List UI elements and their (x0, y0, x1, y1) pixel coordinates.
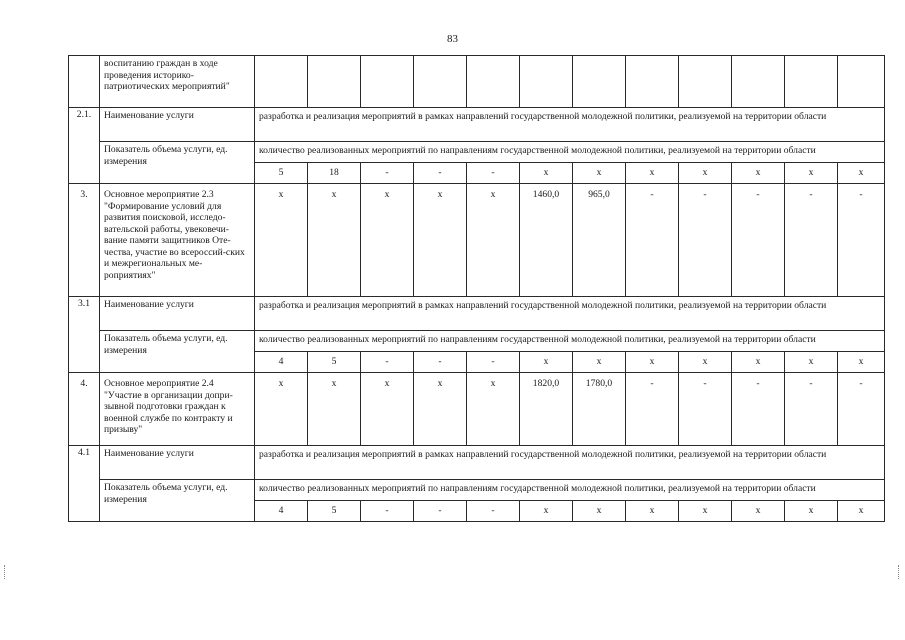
value-cell: x (838, 501, 885, 522)
value-cell: - (838, 373, 885, 446)
value-cell (520, 56, 573, 108)
table-row (69, 56, 885, 108)
value-cell: x (785, 352, 838, 373)
value-cell: x (838, 163, 885, 184)
row-number-cell: 4. (69, 373, 100, 446)
value-cell: x (520, 163, 573, 184)
indicator-description-cell: количество реализованных мероприятий по направлениям государственной молодежной политики, реализуемой на территории области (255, 142, 885, 163)
value-cell: - (361, 352, 414, 373)
value-cell (626, 56, 679, 108)
value-cell: 4 (255, 501, 308, 522)
table-row (69, 142, 885, 163)
value-cell: - (679, 184, 732, 297)
value-cell: x (626, 352, 679, 373)
value-cell (732, 56, 785, 108)
indicator-label-cell: Показатель объема услуги, ед. измерения (100, 480, 255, 522)
value-cell: - (361, 163, 414, 184)
value-cell: - (838, 184, 885, 297)
value-cell (679, 56, 732, 108)
value-cell: x (308, 184, 361, 297)
value-cell: - (467, 163, 520, 184)
activity-name-cell: воспитанию граждан в ходе проведения историко-патриотических мероприятий" (100, 56, 255, 108)
value-cell: - (626, 373, 679, 446)
value-cell: - (626, 184, 679, 297)
value-cell: x (626, 163, 679, 184)
indicator-label-cell: Показатель объема услуги, ед. измерения (100, 331, 255, 373)
value-cell (361, 56, 414, 108)
service-label-cell: Наименование услуги (100, 108, 255, 142)
value-cell: 4 (255, 352, 308, 373)
value-cell: x (573, 163, 626, 184)
value-cell (308, 56, 361, 108)
value-cell: x (414, 373, 467, 446)
value-cell (467, 56, 520, 108)
value-cell: x (255, 184, 308, 297)
value-cell: x (732, 352, 785, 373)
value-cell: x (308, 373, 361, 446)
value-cell: x (785, 163, 838, 184)
service-label-cell: Наименование услуги (100, 446, 255, 480)
value-cell: x (732, 501, 785, 522)
row-number-cell: 3. (69, 184, 100, 297)
value-cell: 5 (308, 501, 361, 522)
value-cell (838, 56, 885, 108)
table-row (69, 480, 885, 501)
value-cell: x (573, 501, 626, 522)
value-cell: x (732, 163, 785, 184)
value-cell (414, 56, 467, 108)
value-cell: - (361, 501, 414, 522)
value-cell: x (573, 352, 626, 373)
value-cell: - (414, 501, 467, 522)
value-cell: - (785, 184, 838, 297)
value-cell: - (732, 373, 785, 446)
value-cell: 5 (308, 352, 361, 373)
margin-mark (4, 565, 6, 579)
value-cell: x (467, 184, 520, 297)
value-cell: 5 (255, 163, 308, 184)
value-cell: x (679, 501, 732, 522)
activity-name-cell: Основное мероприятие 2.3 "Формирование условий для развития поисковой, исследо-вательской работы, увековечи-вание памяти защитников Оте-чества, участие во всероссий-ских и межрегиональных ме-роприятиях" (100, 184, 255, 297)
value-cell: 18 (308, 163, 361, 184)
indicator-description-cell: количество реализованных мероприятий по направлениям государственной молодежной политики, реализуемой на территории области (255, 480, 885, 501)
value-cell: 965,0 (573, 184, 626, 297)
value-cell (785, 56, 838, 108)
value-cell: - (414, 352, 467, 373)
row-number-cell: 4.1 (69, 446, 100, 522)
margin-mark (898, 565, 900, 579)
value-cell: x (785, 501, 838, 522)
value-cell: - (679, 373, 732, 446)
value-cell: x (626, 501, 679, 522)
table-row (69, 446, 885, 480)
value-cell: x (467, 373, 520, 446)
value-cell: 1780,0 (573, 373, 626, 446)
row-number-cell (69, 56, 100, 108)
row-number-cell: 2.1. (69, 108, 100, 184)
service-description-cell: разработка и реализация мероприятий в рамках направлений государственной молодежной политики, реализуемой на территории области (255, 297, 885, 331)
value-cell (255, 56, 308, 108)
value-cell: x (414, 184, 467, 297)
page-number: 83 (447, 33, 458, 45)
value-cell: x (520, 501, 573, 522)
value-cell: x (255, 373, 308, 446)
table-row (69, 373, 885, 446)
service-description-cell: разработка и реализация мероприятий в рамках направлений государственной молодежной политики, реализуемой на территории области (255, 446, 885, 480)
value-cell: 1460,0 (520, 184, 573, 297)
value-cell: x (520, 352, 573, 373)
table-row (69, 184, 885, 297)
table-row (69, 297, 885, 331)
value-cell: - (785, 373, 838, 446)
row-number-cell: 3.1 (69, 297, 100, 373)
program-table (68, 55, 885, 522)
value-cell: x (361, 373, 414, 446)
activity-name-cell: Основное мероприятие 2.4 "Участие в организации допри-зывной подготовки граждан к военной службе по контракту и призыву" (100, 373, 255, 446)
value-cell: 1820,0 (520, 373, 573, 446)
value-cell: - (467, 352, 520, 373)
value-cell: x (838, 352, 885, 373)
table-row (69, 331, 885, 352)
indicator-label-cell: Показатель объема услуги, ед. измерения (100, 142, 255, 184)
value-cell (573, 56, 626, 108)
value-cell: x (361, 184, 414, 297)
value-cell: - (467, 501, 520, 522)
table-row (69, 108, 885, 142)
service-label-cell: Наименование услуги (100, 297, 255, 331)
value-cell: - (414, 163, 467, 184)
value-cell: x (679, 163, 732, 184)
service-description-cell: разработка и реализация мероприятий в рамках направлений государственной молодежной политики, реализуемой на территории области (255, 108, 885, 142)
indicator-description-cell: количество реализованных мероприятий по направлениям государственной молодежной политики, реализуемой на территории области (255, 331, 885, 352)
value-cell: - (732, 184, 785, 297)
value-cell: x (679, 352, 732, 373)
